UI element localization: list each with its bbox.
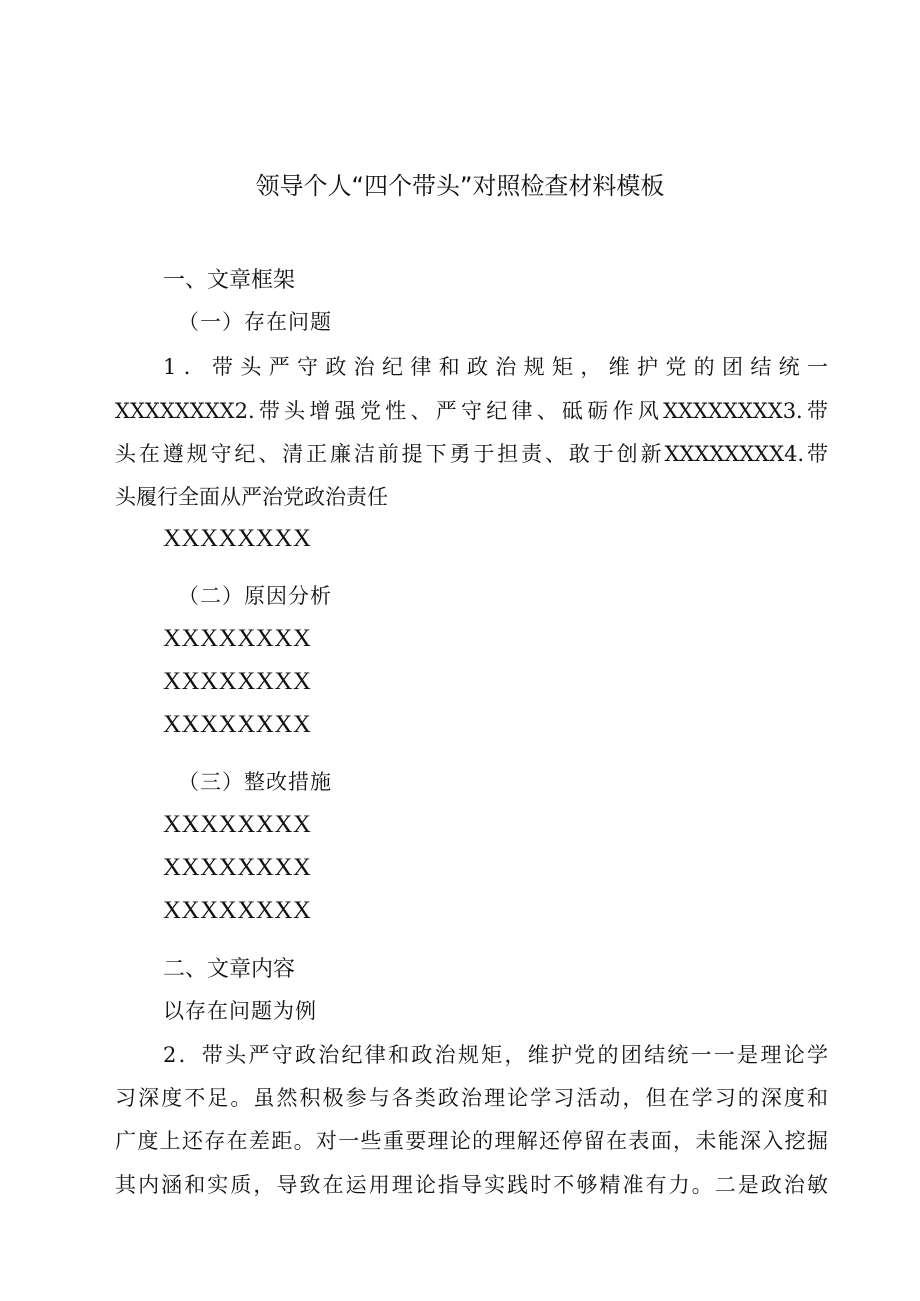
rectification-placeholder-2: XXXXXXXX bbox=[163, 854, 312, 881]
subheading-rectification: （三）整改措施 bbox=[178, 770, 332, 794]
problems-line-2: XXXXXXXX2.带头增强党性、严守纪律、砥砺作风XXXXXXXX3.带 bbox=[115, 399, 828, 423]
cause-placeholder-2: XXXXXXXX bbox=[163, 668, 312, 695]
problems-placeholder: XXXXXXXX bbox=[163, 525, 312, 552]
content-line-1: 2．带头严守政治纪律和政治规矩，维护党的团结统一一是理论学 bbox=[163, 1043, 828, 1067]
document-title: 领导个人“四个带头”对照检查材料模板 bbox=[255, 172, 665, 200]
cause-placeholder-3: XXXXXXXX bbox=[163, 711, 312, 738]
rectification-placeholder-3: XXXXXXXX bbox=[163, 897, 312, 924]
content-line-4: 其内涵和实质，导致在运用理论指导实践时不够精准有力。二是政治敏 bbox=[115, 1173, 828, 1197]
cause-placeholder-1: XXXXXXXX bbox=[163, 625, 312, 652]
section-heading-framework: 一、文章框架 bbox=[163, 268, 296, 293]
content-intro: 以存在问题为例 bbox=[163, 999, 317, 1023]
problems-line-3: 头在遵规守纪、清正廉洁前提下勇于担责、敢于创新XXXXXXXX4.带 bbox=[115, 442, 828, 466]
problems-line-4: 头履行全面从严治党政治责任 bbox=[115, 485, 388, 509]
content-line-3: 广度上还存在差距。对一些重要理论的理解还停留在表面，未能深入挖掘 bbox=[115, 1129, 828, 1153]
rectification-placeholder-1: XXXXXXXX bbox=[163, 811, 312, 838]
problems-line-1: 1．带头严守政治纪律和政治规矩，维护党的团结统一 bbox=[163, 355, 828, 379]
subheading-cause-analysis: （二）原因分析 bbox=[178, 584, 332, 608]
subheading-problems: （一）存在问题 bbox=[178, 310, 332, 334]
section-heading-content: 二、文章内容 bbox=[163, 957, 296, 982]
content-line-2: 习深度不足。虽然积极参与各类政治理论学习活动，但在学习的深度和 bbox=[115, 1086, 828, 1110]
